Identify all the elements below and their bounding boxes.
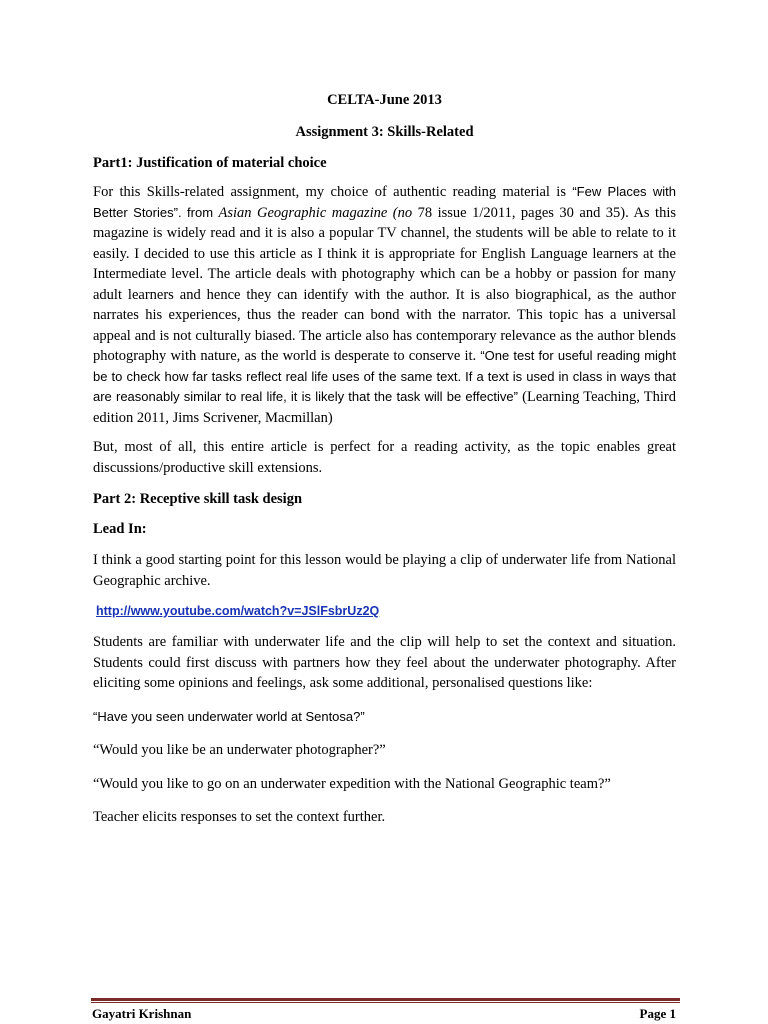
footer-author: Gayatri Krishnan [92,1006,192,1021]
part1-heading: Part1: Justification of material choice [93,155,327,171]
youtube-link[interactable]: http://www.youtube.com/watch?v=JSlFsbrUz2Q [96,604,380,618]
part1-paragraph-1: For this Skills-related assignment, my choice of authentic reading material is “Few Places with Better Stories”. from Asian Geographic magazine (no 78 issue 1/2011, pages 30 and 35). As this magazine is widely read and it is also a popular TV channel, the students will be able to relate to it easily. I decided to use this article as I think it is appropriate for English Language learners at the Intermediate level. The article deals with photography which can be a hobby or passion for many adult learners and hence they can identify with the author. It is also biographical, as the author narrates his experiences, thus the reader can bond with the narrator. This topic has a universal appeal and is not culturally biased. The article also has contemporary relevance as the author blends photography with nature, as the world is desperate to conserve it. “One test for useful reading might be to check how far tasks reflect real life uses of the same text. If a text is used in class in ways that are reasonably similar to real life, it is likely that the task will be effective” (Learning Teaching, Third edition 2011, Jims Scrivener, Macmillan) [93,184,677,426]
document-subtitle: Assignment 3: Skills-Related [295,124,474,140]
question-3: “Would you like to go on an underwater expedition with the National Geographic team?” [93,775,611,792]
footer-rule [91,998,680,1001]
closing-line: Teacher elicits responses to set the context further. [93,809,386,825]
footer-rule-thin [91,1002,680,1003]
lead-in-heading: Lead In: [93,521,147,537]
question-1: “Have you seen underwater world at Sentosa?” [93,708,365,724]
lead-in-paragraph: I think a good starting point for this lesson would be playing a clip of underwater life from National Geographic archive. [93,552,676,589]
question-2: “Would you like be an underwater photographer?” [93,742,386,758]
context-paragraph: Students are familiar with underwater life and the clip will help to set the context and situation. Students could first discuss with partners how they feel about the underwater photography. After eliciting some opinions and feelings, ask some additional, personalised questions like: [93,634,676,691]
part1-paragraph-2: But, most of all, this entire article is perfect for a reading activity, as the topic enables great discussions/productive skill extensions. [93,439,676,476]
part2-heading: Part 2: Receptive skill task design [93,491,303,507]
document-body [93,92,676,828]
footer-page-number: Page 1 [639,1006,676,1021]
document-title: CELTA-June 2013 [327,92,442,108]
